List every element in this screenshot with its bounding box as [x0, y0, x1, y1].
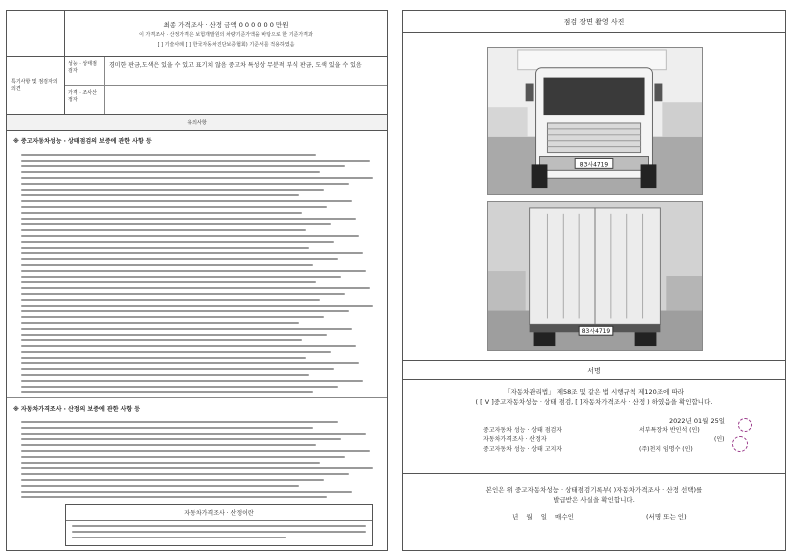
fine-print-line: [21, 357, 306, 359]
inspector-opinion-row: [65, 57, 387, 85]
appraisal-guarantee-text: [7, 421, 387, 498]
fine-print-line: [21, 450, 370, 452]
fine-print-line: [21, 473, 349, 475]
fine-print-line: [21, 206, 327, 208]
signature-heading: 서명: [403, 360, 785, 380]
fine-print-line: [21, 456, 345, 458]
fine-print-line: [21, 362, 359, 364]
fine-print-line: [21, 183, 349, 185]
fine-print-line: [21, 235, 359, 237]
fine-print-line: [21, 427, 313, 429]
inspector-opinion-text: 경미한 판금,도색은 있을 수 있고 표기치 않음 중고차 특성상 무분적 부식 판금, 도색 있을 수 있음: [109, 62, 362, 69]
inspection-guarantee-title: ※ 중고자동차성능 · 상태점검의 보증에 관한 사항 등: [13, 138, 152, 145]
fine-print-line: [21, 351, 331, 353]
fine-print-line: [21, 433, 366, 435]
front-license-plate: 83사4719: [579, 161, 609, 169]
buyer-confirmation-line2: 발급받은 사실을 확인합니다.: [553, 496, 635, 505]
appraiser-opinion-row: [65, 85, 387, 114]
fine-print-line: [21, 438, 341, 440]
appraisal-definition-title: 자동차가격조사 · 산정이란: [66, 505, 372, 521]
fine-print-line: [21, 462, 320, 464]
left-document-page: [6, 10, 388, 551]
buyer-date-line: 년 월 일 매수인: [512, 513, 574, 521]
fine-print-line: [21, 270, 366, 272]
fine-print-line: [21, 368, 334, 370]
fine-print-line: [21, 467, 373, 469]
fine-print-line: [21, 334, 327, 336]
standard-checkbox-line: [ ] 기술사례 [ ] 한국자동차진단보증협회) 기준서를 적용하였음: [157, 42, 295, 48]
legal-statement-line1: 「자동차관리법」 제58조 및 같은 법 시행규칙 제120조에 따라: [504, 388, 684, 396]
special-notes-section: [7, 57, 387, 115]
fine-print-line: [21, 386, 338, 388]
fine-print-line: [21, 287, 370, 289]
fine-print-line: [21, 229, 306, 231]
fine-print-line: [21, 316, 324, 318]
special-notes-label: 특기사항 및 점검자의 의견: [7, 57, 65, 114]
buyer-signature-line: (서명 또는 인): [646, 513, 687, 521]
fine-print-line: [21, 293, 345, 295]
appraiser-opinion-text: [105, 86, 387, 114]
fine-print-line: [21, 339, 302, 341]
notifier-seal-stamp: [732, 436, 748, 452]
fine-print-line: [21, 496, 327, 498]
fine-print-line: [21, 328, 352, 330]
truck-front-image: [488, 48, 702, 194]
company-seal-stamp: [738, 418, 752, 432]
fine-print-line: [21, 391, 313, 393]
legal-statement-line2: ( [ V ]중고자동차성능 · 상태 점검, [ ]자동차가격조사 · 산정 ) 하였음을 확인합니다.: [475, 398, 713, 407]
fine-print-line: [21, 241, 334, 243]
fine-print-line: [21, 491, 352, 493]
price-header: [7, 11, 387, 57]
fine-print-line: [21, 264, 313, 266]
fine-print-line: [21, 276, 341, 278]
inspector-name: 서부특장차 반인석 (인): [639, 427, 700, 434]
signatory-roles: [483, 426, 562, 454]
rear-license-plate: 83사4719: [581, 328, 611, 336]
legal-statement: [403, 387, 785, 407]
fine-print-line: [21, 194, 299, 196]
fine-print-line: [21, 444, 316, 446]
fine-print-line: [21, 171, 320, 173]
fine-print-line: [21, 154, 316, 156]
fine-print-line: [21, 479, 324, 481]
fine-print-line: [21, 374, 309, 376]
notifier-role: 중고자동차 성능 · 상태 고지자: [483, 445, 563, 453]
appraisal-definition-box: [65, 504, 373, 546]
fine-print-line: [21, 345, 356, 347]
fine-print-line: [21, 223, 331, 225]
appraiser-role: 자동차가격조사 · 산정자: [483, 436, 547, 444]
appraisal-guarantee-title: ※ 자동차가격조사 · 산정의 보증에 관한 사항 등: [7, 397, 387, 417]
fine-print-line: [21, 177, 373, 179]
fine-print-line: [21, 305, 373, 307]
final-price-title: 최종 가격조사 · 산정 금액 0 0 0 0 0 0 만원: [163, 21, 289, 29]
truck-rear-photo: [487, 201, 703, 351]
buyer-confirmation-line1: 본인은 위 중고자동차성능 · 상태점검기록부( )자동차가격조사 · 산정 선택)를: [485, 486, 703, 494]
fine-print-line: [21, 281, 316, 283]
fine-print-line: [21, 165, 345, 167]
right-document-page: [402, 10, 786, 551]
fine-print-line: [21, 310, 349, 312]
price-subtitle: 이 가격조사 · 산정가격은 보험개발원의 차량기준가액을 바탕으로 한 기준가격과: [139, 32, 313, 38]
fine-print-line: [21, 380, 363, 382]
fine-print-line: [21, 258, 338, 260]
inspection-date: 2022년 01월 25일: [668, 417, 725, 425]
appraiser-label: 가격 · 조사산정자: [65, 86, 105, 114]
truck-rear-image: [488, 202, 702, 350]
fine-print-line: [21, 247, 309, 249]
appraiser-name: (인): [714, 436, 725, 444]
fine-print-line: [21, 212, 302, 214]
inspection-guarantee-text: [7, 154, 387, 394]
fine-print-line: [21, 421, 338, 423]
fine-print-line: [21, 189, 324, 191]
fine-print-line: [21, 160, 370, 162]
truck-front-photo: [487, 47, 703, 195]
signatory-names: [639, 426, 724, 454]
fine-print-line: [21, 485, 299, 487]
fine-print-line: [21, 299, 320, 301]
fine-print-line: [21, 322, 299, 324]
inspector-label: 성능 · 상태점검자: [65, 57, 105, 85]
fine-print-line: [21, 218, 356, 220]
fine-print-line: [21, 252, 363, 254]
notice-heading: 유의사항: [7, 115, 387, 131]
photo-section-title: 점검 장면 촬영 사진: [403, 11, 785, 33]
inspector-role: 중고자동차 성능 · 상태 점검자: [483, 427, 563, 434]
fine-print-line: [21, 200, 352, 202]
notifier-name: (주)천지 임명수 (인): [639, 445, 693, 453]
